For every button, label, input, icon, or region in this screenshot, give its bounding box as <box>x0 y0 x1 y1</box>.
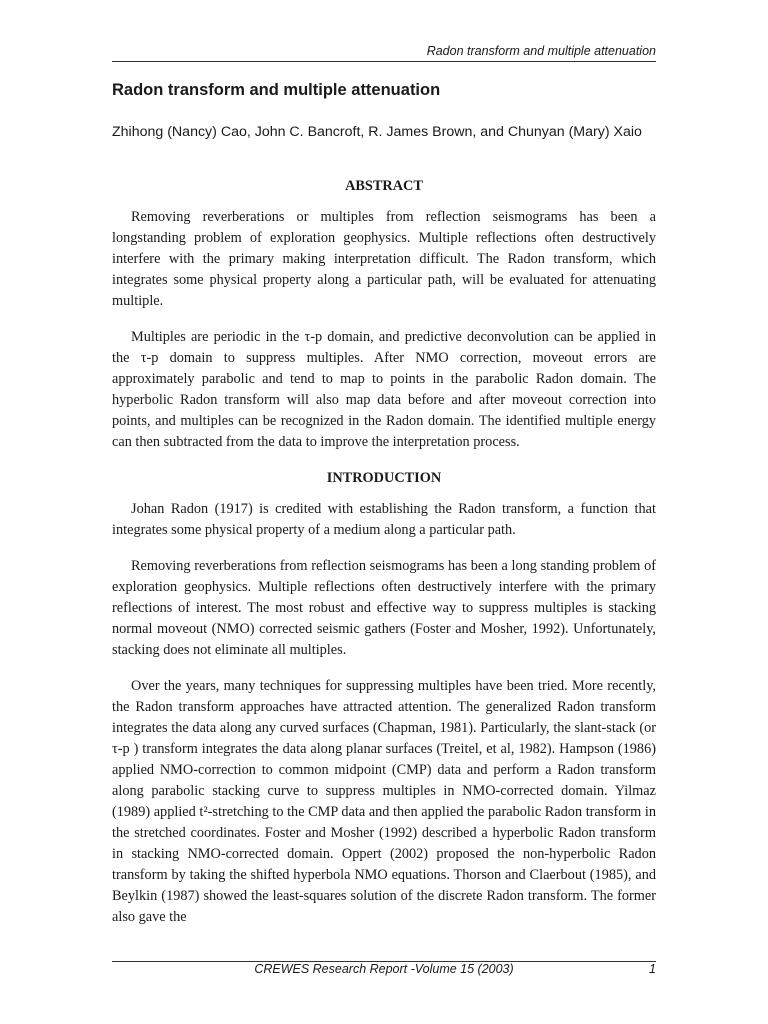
paper-title: Radon transform and multiple attenuation <box>112 81 441 99</box>
abstract-heading: ABSTRACT <box>345 178 423 194</box>
journal-footer: CREWES Research Report -Volume 15 (2003) <box>254 962 514 976</box>
introduction-heading: INTRODUCTION <box>326 470 442 486</box>
abstract-paragraph: Multiples are periodic in the τ-p domain, and predictive deconvolution can be applied in the τ-p domain to suppress multiples. After NMO correction, moveout errors are approximately parabolic and tend to map to points in the parabolic Radon domain. The hyperbolic Radon transform will also map data before and after moveout correction into points, and multiples can be recognized in the Radon domain. The identified multiple energy can then subtracted from the data to improve the interpretation process. <box>112 329 656 450</box>
author-list: Zhihong (Nancy) Cao, John C. Bancroft, R. James Brown, and Chunyan (Mary) Xaio <box>112 124 642 140</box>
running-header: Radon transform and multiple attenuation <box>426 44 656 58</box>
introduction-paragraph: Over the years, many techniques for suppressing multiples have been tried. More recently, the Radon transform approaches have attracted attention. The generalized Radon transform integrates the data along any curved surfaces (Chapman, 1981). Particularly, the slant-stack (or τ-p ) transform integrates the data along planar surfaces (Treitel, et al, 1982). Hampson (1986) applied NMO-correction to common midpoint (CMP) data and perform a Radon transform along parabolic stacking curve to suppress multiples in NMO-corrected domain. Yilmaz (1989) applied t²-stretching to the CMP data and then applied the parabolic Radon transform in the stretched coordinates. Foster and Mosher (1992) described a hyperbolic Radon transform in stacking NMO-corrected domain. Oppert (2002) proposed the non-hyperbolic Radon transform by taking the shifted hyperbola NMO equations. Thorson and Claerbout (1985), and Beylkin (1987) showed the least-squares solution of the discrete Radon transform. The former also gave the <box>112 678 656 925</box>
abstract-paragraph: Removing reverberations or multiples from reflection seismograms has been a longstanding problem of exploration geophysics. Multiple reflections often destructively interfere with the primary making interpretation difficult. The Radon transform, which integrates some physical property along a particular path, will be evaluated for attenuating multiple. <box>112 209 656 309</box>
header-rule <box>112 61 656 62</box>
introduction-paragraph: Removing reverberations from reflection seismograms has been a long standing problem of exploration geophysics. Multiple reflections often destructively interfere with the primary reflections of interest. The most robust and effective way to suppress multiples is stacking normal moveout (NMO) corrected seismic gathers (Foster and Mosher, 1992). Unfortunately, stacking does not eliminate all multiples. <box>112 558 656 658</box>
page-number: 1 <box>649 962 656 976</box>
paper-body <box>112 176 656 943</box>
introduction-paragraph: Johan Radon (1917) is credited with establishing the Radon transform, a function that integrates some physical property of a medium along a particular path. <box>112 501 656 538</box>
